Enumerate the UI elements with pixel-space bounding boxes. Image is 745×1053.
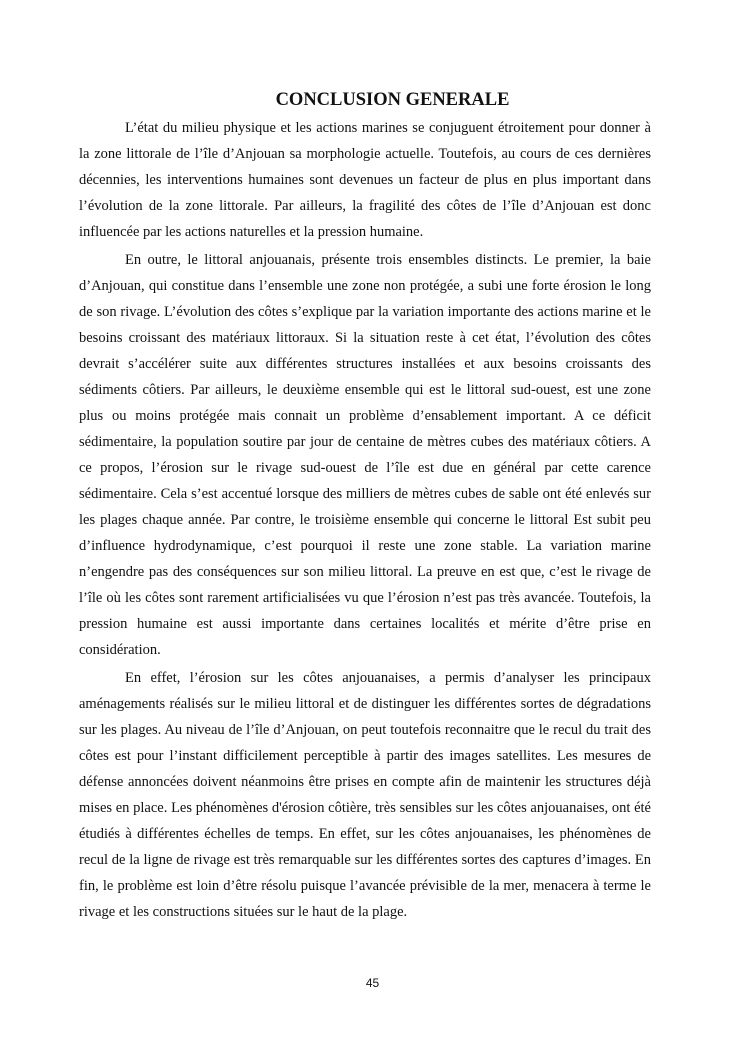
page-number: 45 [365,976,380,990]
page-title: CONCLUSION GENERALE [275,90,510,110]
paragraph-1: L’état du milieu physique et les actions marines se conjuguent étroitement pour donner à la zone littorale de l’île d’Anjouan sa morphologie actuelle. Toutefois, au cours de ces dernières décennies, les interventions humaines sont devenues un facteur de plus en plus important dans l’évolution de la zone littorale. Par ailleurs, la fragilité des côtes de l’île d’Anjouan est donc influencée par les actions naturelles et la pression humaine. [79,120,651,240]
page-content [79,88,651,927]
paragraph-2: En outre, le littoral anjouanais, présente trois ensembles distincts. Le premier, la baie d’Anjouan, qui constitue dans l’ensemble une zone non protégée, a subi une forte érosion le long de son rivage. L’évolution des côtes s’explique par la variation importante des actions marine et le besoins croissant des matériaux littoraux. Si la situation reste à cet état, l’évolution des côtes devrait s’accélérer suite aux différentes structures installées et aux besoins croissants des sédiments côtiers. Par ailleurs, le deuxième ensemble qui est le littoral sud-ouest, est une zone plus ou moins protégée mais connait un problème d’ensablement important. A ce déficit sédimentaire, la population soutire par jour de centaine de mètres cubes des matériaux côtiers. A ce propos, l’érosion sur le rivage sud-ouest de l’île est due en général par cette carence sédimentaire. Cela s’est accentué lorsque des milliers de mètres cubes de sable ont été enlevés sur les plages chaque année. Par contre, le troisième ensemble qui concerne le littoral Est subit peu d’influence hydrodynamique, c’est pourquoi il reste une zone stable. La variation marine n’engendre pas des conséquences sur son milieu littoral. La preuve en est que, c’est le rivage de l’île où les côtes sont rarement artificialisées vu que l’érosion n’est pas très avancée. Toutefois, la pression humaine est aussi importante dans certaines localités et mérite d’être prise en considération. [79,252,651,658]
paragraph-3: En effet, l’érosion sur les côtes anjouanaises, a permis d’analyser les principaux aménagements réalisés sur le milieu littoral et de distinguer les différentes sortes de dégradations sur les plages. Au niveau de l’île d’Anjouan, on peut toutefois reconnaitre que le recul du trait des côtes est pour l’instant difficilement perceptible à partir des images satellites. Les mesures de défense annoncées doivent néanmoins être prises en compte afin de maintenir les structures déjà mises en place. Les phénomènes d'érosion côtière, très sensibles sur les côtes anjouanaises, ont été étudiés à différentes échelles de temps. En effet, sur les côtes anjouanaises, les phénomènes de recul de la ligne de rivage est très remarquable sur les différentes sortes des captures d’images. En fin, le problème est loin d’être résolu puisque l’avancée prévisible de la mer, menacera à terme le rivage et les constructions situées sur le haut de la plage. [79,670,651,920]
